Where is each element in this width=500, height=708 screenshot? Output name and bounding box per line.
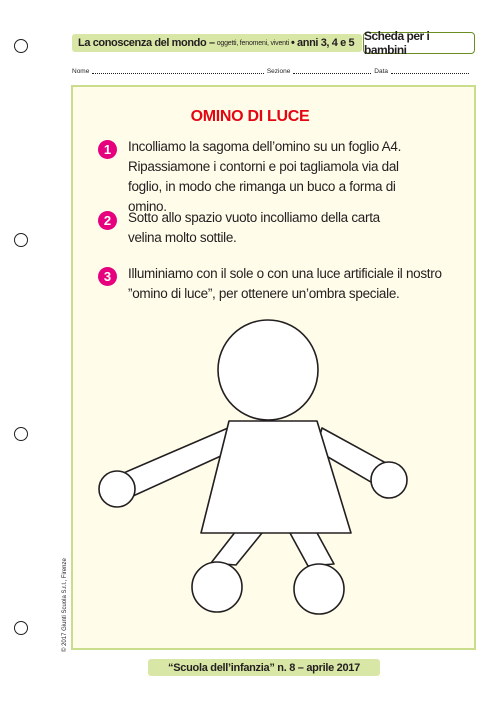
right-hand <box>371 462 407 498</box>
header-ages: • anni 3, 4 e 5 <box>290 37 355 49</box>
copyright-notice: © 2017 Giunti Scuola S.r.l., Firenze <box>62 558 68 652</box>
left-hand <box>99 471 135 507</box>
right-leg <box>290 531 334 566</box>
step-text: Sotto allo spazio vuoto incolliamo della carta velina molto sottile. <box>128 210 380 245</box>
step-text: Illuminiamo con il sole o con una luce artificiale il nostro ”omino di luce”, per ottenere un’ombra speciale. <box>128 266 442 301</box>
header-topic: La conoscenza del mondo – <box>78 37 215 49</box>
sheet-type-badge: Scheda per i bambini <box>363 32 475 54</box>
step-number-badge: 3 <box>98 267 117 286</box>
footer-publication: “Scuola dell’infanzia” n. 8 – aprile 2017 <box>148 659 380 676</box>
header-subtopic: oggetti, fenomeni, viventi <box>216 39 289 47</box>
step-number-badge: 2 <box>98 211 117 230</box>
activity-title: OMINO DI LUCE <box>190 108 310 125</box>
date-label: Data <box>374 68 389 75</box>
left-foot <box>192 562 242 612</box>
section-label: Sezione <box>266 68 291 75</box>
step-number-badge: 1 <box>98 140 117 159</box>
name-label: Nome <box>72 68 90 75</box>
left-leg <box>211 531 262 565</box>
step-text: Incolliamo la sagoma dell’omino su un foglio A4. Ripassiamone i contorni e poi tagliamola via dal foglio, in modo che rimanga un buco a forma di omino. <box>128 139 402 214</box>
right-foot <box>294 564 344 614</box>
head <box>218 320 318 420</box>
